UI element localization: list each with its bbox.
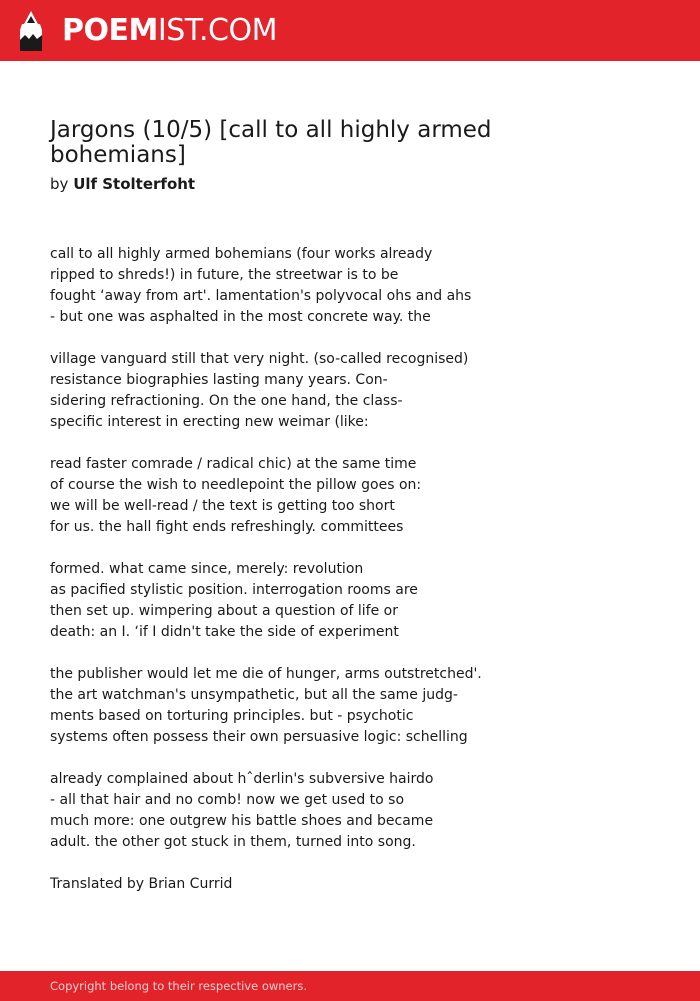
poem-line: - but one was asphalted in the most concrete way. the [50,309,431,325]
by-label: by [50,175,69,193]
copyright-text: Copyright belong to their respective owners. [50,979,308,993]
poem-line: we will be well-read / the text is getting too short [50,498,395,514]
poem-line: formed. what came since, merely: revolution [50,561,364,577]
poem-line: for us. the hall fight ends refreshingly. committees [50,519,404,535]
poem-line: village vanguard still that very night. (so-called recognised) [50,351,469,367]
poem-line: adult. the other got stuck in them, turned into song. [50,834,416,850]
poem-line: much more: one outgrew his battle shoes and became [50,813,434,829]
poem-line: the publisher would let me die of hunger, arms outstretched'. [50,666,482,682]
poem-stanza [50,454,650,538]
poem-stanza [50,349,650,433]
translator-credit: Translated by Brian Currid [50,876,233,892]
poem-line: already complained about hˆderlin's subversive hairdo [50,771,434,787]
poem-line: then set up. wimpering about a question of life or [50,603,398,619]
poem-line: death: an I. ‘if I didn't take the side of experiment [50,624,399,640]
poem-body [50,244,650,874]
poem-line: of course the wish to needlepoint the pillow goes on: [50,477,422,493]
poem-line: systems often possess their own persuasive logic: schelling [50,729,468,745]
poem-line: sidering refractioning. On the one hand, the class- [50,393,403,409]
site-header [0,0,700,61]
poem-line: fought ‘away from art'. lamentation's polyvocal ohs and ahs [50,288,472,304]
poem-line: ments based on torturing principles. but - psychotic [50,708,414,724]
poem-stanza [50,769,650,853]
poem-stanza [50,664,650,748]
poem-line: specific interest in erecting new weimar (like: [50,414,369,430]
poem-line: as pacified stylistic position. interrogation rooms are [50,582,418,598]
site-logo[interactable] [62,13,277,49]
logo-bold-text: POEM [62,13,158,48]
site-footer [0,971,700,1001]
poem-stanza [50,244,650,328]
poem-title: Jargons (10/5) [call to all highly armed bohemians] [50,117,492,168]
poem-line: the art watchman's unsympathetic, but all the same judg- [50,687,458,703]
poem-stanza [50,559,650,643]
byline [50,174,195,194]
logo-light-text: IST.COM [157,13,277,48]
poem-line: ripped to shreds!) in future, the streetwar is to be [50,267,399,283]
poem-line: resistance biographies lasting many years. Con- [50,372,388,388]
poem-line: read faster comrade / radical chic) at the same time [50,456,417,472]
poem-line: call to all highly armed bohemians (four works already [50,246,433,262]
author-name[interactable]: Ulf Stolterfoht [73,175,196,193]
poem-line: - all that hair and no comb! now we get used to so [50,792,405,808]
pencil-logo-icon[interactable] [18,10,44,52]
